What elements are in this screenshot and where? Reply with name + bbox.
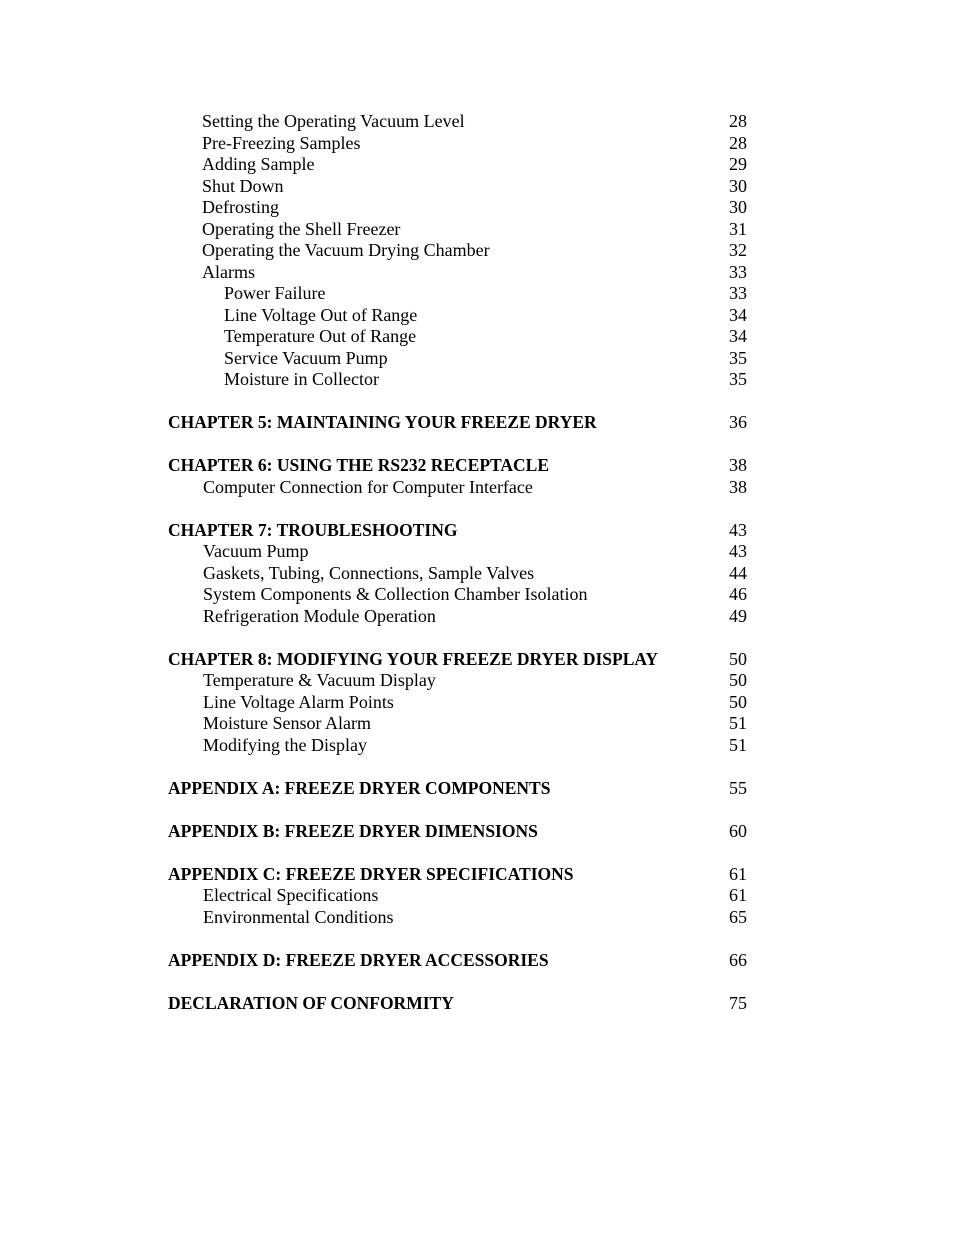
toc-entry-page-number: 36 xyxy=(729,412,747,432)
toc-section-entry[interactable] xyxy=(0,326,954,348)
toc-entry-page-number: 51 xyxy=(729,734,747,755)
toc-section-entry[interactable] xyxy=(0,885,954,907)
toc-chapter-entry[interactable] xyxy=(0,649,954,671)
toc-entry-title: Temperature Out of Range xyxy=(224,326,417,346)
toc-entry-title: Operating the Shell Freezer xyxy=(202,218,401,239)
toc-section-entry[interactable] xyxy=(0,541,954,563)
toc-section-entry[interactable] xyxy=(0,219,954,241)
toc-section-entry[interactable] xyxy=(0,670,954,692)
toc-chapter-entry[interactable] xyxy=(0,993,954,1015)
toc-entry-page-number: 32 xyxy=(729,240,747,260)
toc-entry-title: Line Voltage Alarm Points xyxy=(203,691,394,712)
toc-entry-title: CHAPTER 6: USING THE RS232 RECEPTACLE xyxy=(168,455,550,475)
toc-section-entry[interactable] xyxy=(0,606,954,628)
toc-section-entry[interactable] xyxy=(0,584,954,606)
toc-chapter-entry[interactable] xyxy=(0,412,954,434)
toc-section-entry[interactable] xyxy=(0,176,954,198)
toc-entry-page-number: 28 xyxy=(729,132,747,153)
toc-entry-page-number: 33 xyxy=(729,283,747,303)
toc-entry-title: System Components & Collection Chamber Isolation xyxy=(203,584,588,604)
toc-entry-title: CHAPTER 7: TROUBLESHOOTING xyxy=(168,519,458,540)
toc-spacer xyxy=(0,842,954,864)
toc-entry-title: CHAPTER 8: MODIFYING YOUR FREEZE DRYER DISPLAY xyxy=(168,648,659,669)
toc-section-entry[interactable] xyxy=(0,305,954,327)
toc-entry-page-number: 49 xyxy=(729,605,747,626)
toc-entry-page-number: 50 xyxy=(729,670,747,690)
toc-chapter-entry[interactable] xyxy=(0,520,954,542)
toc-spacer xyxy=(0,627,954,649)
toc-entry-page-number: 51 xyxy=(729,713,747,733)
toc-entry-page-number: 61 xyxy=(729,863,747,884)
toc-entry-page-number: 61 xyxy=(729,885,747,905)
toc-entry-page-number: 33 xyxy=(729,261,747,282)
toc-entry-page-number: 55 xyxy=(729,777,747,798)
toc-section-entry[interactable] xyxy=(0,369,954,391)
toc-section-entry[interactable] xyxy=(0,262,954,284)
toc-section-entry[interactable] xyxy=(0,154,954,176)
toc-spacer xyxy=(0,756,954,778)
toc-entry-title: Environmental Conditions xyxy=(203,906,394,927)
toc-section-entry[interactable] xyxy=(0,133,954,155)
toc-chapter-entry[interactable] xyxy=(0,778,954,800)
toc-section-entry[interactable] xyxy=(0,713,954,735)
toc-spacer xyxy=(0,971,954,993)
toc-section-entry[interactable] xyxy=(0,477,954,499)
toc-chapter-entry[interactable] xyxy=(0,950,954,972)
toc-entry-title: CHAPTER 5: MAINTAINING YOUR FREEZE DRYER xyxy=(168,412,597,432)
toc-entry-title: Computer Connection for Computer Interface xyxy=(203,476,533,497)
toc-entry-title: Operating the Vacuum Drying Chamber xyxy=(202,240,490,260)
toc-entry-title: DECLARATION OF CONFORMITY xyxy=(168,992,454,1013)
toc-entry-title: Temperature & Vacuum Display xyxy=(203,670,436,690)
toc-entry-title: Alarms xyxy=(202,261,255,282)
toc-entry-title: Vacuum Pump xyxy=(203,541,309,561)
toc-entry-title: APPENDIX B: FREEZE DRYER DIMENSIONS xyxy=(168,820,538,841)
toc-entry-page-number: 50 xyxy=(729,691,747,712)
toc-spacer xyxy=(0,434,954,456)
toc-entry-page-number: 38 xyxy=(729,455,747,475)
toc-section-entry[interactable] xyxy=(0,907,954,929)
toc-entry-title: Power Failure xyxy=(224,283,326,303)
toc-entry-title: Modifying the Display xyxy=(203,734,367,755)
toc-section-entry[interactable] xyxy=(0,283,954,305)
toc-entry-title: Electrical Specifications xyxy=(203,885,379,905)
toc-entry-page-number: 65 xyxy=(729,906,747,927)
toc-entry-page-number: 31 xyxy=(729,218,747,239)
toc-section-entry[interactable] xyxy=(0,111,954,133)
toc-entry-page-number: 50 xyxy=(729,648,747,669)
toc-section-entry[interactable] xyxy=(0,692,954,714)
toc-entry-page-number: 34 xyxy=(729,304,747,325)
toc-entry-page-number: 43 xyxy=(729,519,747,540)
toc-entry-page-number: 35 xyxy=(729,369,747,389)
toc-spacer xyxy=(0,391,954,413)
toc-entry-title: Moisture in Collector xyxy=(224,369,379,389)
toc-section-entry[interactable] xyxy=(0,240,954,262)
toc-entry-page-number: 43 xyxy=(729,541,747,561)
toc-entry-page-number: 29 xyxy=(729,154,747,174)
toc-entry-page-number: 28 xyxy=(729,111,747,131)
toc-entry-page-number: 34 xyxy=(729,326,747,346)
toc-entry-page-number: 30 xyxy=(729,197,747,217)
toc-entry-title: Refrigeration Module Operation xyxy=(203,605,436,626)
toc-chapter-entry[interactable] xyxy=(0,821,954,843)
toc-entry-title: Defrosting xyxy=(202,197,279,217)
toc-entry-title: Gaskets, Tubing, Connections, Sample Valves xyxy=(203,562,535,583)
toc-chapter-entry[interactable] xyxy=(0,455,954,477)
toc-entry-page-number: 30 xyxy=(729,175,747,196)
toc-entry-page-number: 44 xyxy=(729,562,747,583)
toc-section-entry[interactable] xyxy=(0,348,954,370)
toc-entry-title: APPENDIX A: FREEZE DRYER COMPONENTS xyxy=(168,777,551,798)
toc-entry-page-number: 46 xyxy=(729,584,747,604)
toc-entry-page-number: 60 xyxy=(729,820,747,841)
toc-entry-title: Shut Down xyxy=(202,175,284,196)
table-of-contents xyxy=(0,111,954,1014)
toc-section-entry[interactable] xyxy=(0,197,954,219)
toc-entry-page-number: 35 xyxy=(729,347,747,368)
toc-entry-title: Adding Sample xyxy=(202,154,315,174)
toc-section-entry[interactable] xyxy=(0,563,954,585)
toc-section-entry[interactable] xyxy=(0,735,954,757)
toc-entry-page-number: 66 xyxy=(729,949,747,970)
toc-entry-page-number: 75 xyxy=(729,992,747,1013)
toc-entry-page-number: 38 xyxy=(729,476,747,497)
toc-spacer xyxy=(0,799,954,821)
toc-entry-title: APPENDIX C: FREEZE DRYER SPECIFICATIONS xyxy=(168,863,574,884)
toc-entry-title: Pre-Freezing Samples xyxy=(202,132,361,153)
toc-entry-title: APPENDIX D: FREEZE DRYER ACCESSORIES xyxy=(168,949,549,970)
toc-entry-title: Setting the Operating Vacuum Level xyxy=(202,111,465,131)
toc-spacer xyxy=(0,928,954,950)
toc-entry-title: Service Vacuum Pump xyxy=(224,347,388,368)
toc-entry-title: Moisture Sensor Alarm xyxy=(203,713,371,733)
toc-chapter-entry[interactable] xyxy=(0,864,954,886)
toc-spacer xyxy=(0,498,954,520)
toc-entry-title: Line Voltage Out of Range xyxy=(224,304,418,325)
